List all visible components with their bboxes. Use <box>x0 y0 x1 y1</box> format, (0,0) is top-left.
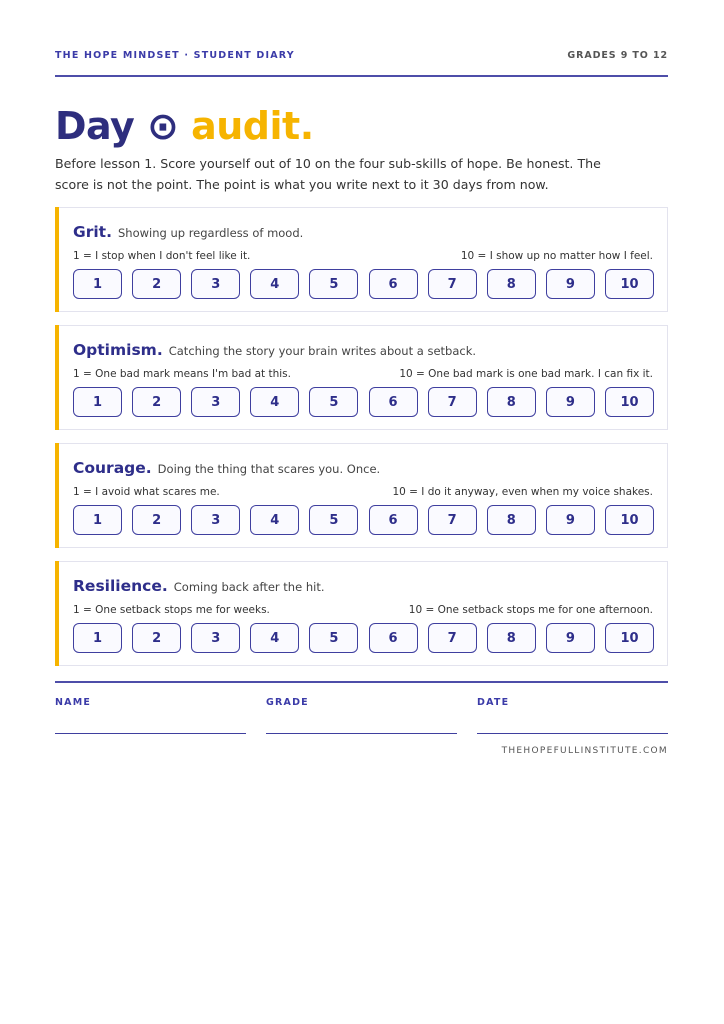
score-box-7[interactable]: 7 <box>428 387 477 417</box>
date-label: DATE <box>477 697 510 708</box>
score-box-2[interactable]: 2 <box>132 505 181 535</box>
score-box-4[interactable]: 4 <box>250 387 299 417</box>
score-box-8[interactable]: 8 <box>487 623 536 653</box>
score-box-3[interactable]: 3 <box>191 269 240 299</box>
score-scale <box>73 623 654 655</box>
title-audit: audit. <box>191 104 314 148</box>
scale-low-label: 1 = One bad mark means I'm bad at this. <box>73 368 291 380</box>
score-box-6[interactable]: 6 <box>369 623 418 653</box>
score-box-3[interactable]: 3 <box>191 387 240 417</box>
accent-bar <box>55 443 59 548</box>
skill-description: Doing the thing that scares you. Once. <box>157 462 381 476</box>
scale-high-label: 10 = I show up no matter how I feel. <box>460 250 653 262</box>
intro-text: Before lesson 1. Score yourself out of 10 on the four sub-skills of hope. Be honest. The score is not the point. The point is what you write next to it 30 days from now. <box>55 156 601 192</box>
skill-section-optimism <box>55 325 668 430</box>
scale-high-label: 10 = One setback stops me for one afternoon. <box>408 604 653 616</box>
date-line[interactable] <box>477 733 668 734</box>
score-box-6[interactable]: 6 <box>369 387 418 417</box>
score-box-10[interactable]: 10 <box>605 269 654 299</box>
scale-high-label: 10 = One bad mark is one bad mark. I can fix it. <box>399 368 653 380</box>
score-box-4[interactable]: 4 <box>250 623 299 653</box>
score-box-9[interactable]: 9 <box>546 623 595 653</box>
score-box-1[interactable]: 1 <box>73 623 122 653</box>
skill-section-grit <box>55 207 668 312</box>
score-box-7[interactable]: 7 <box>428 623 477 653</box>
section-heading <box>73 458 380 477</box>
score-box-5[interactable]: 5 <box>309 623 358 653</box>
skill-description: Showing up regardless of mood. <box>117 226 304 240</box>
accent-bar <box>55 207 59 312</box>
name-line[interactable] <box>55 733 246 734</box>
skill-description: Coming back after the hit. <box>173 580 325 594</box>
score-box-8[interactable]: 8 <box>487 387 536 417</box>
skill-name: Courage. <box>73 459 152 477</box>
score-box-5[interactable]: 5 <box>309 505 358 535</box>
grade-field[interactable] <box>266 697 457 708</box>
score-box-9[interactable]: 9 <box>546 387 595 417</box>
score-box-5[interactable]: 5 <box>309 387 358 417</box>
title-day: Day <box>55 104 135 148</box>
page-title <box>55 103 314 149</box>
score-box-3[interactable]: 3 <box>191 623 240 653</box>
grade-label: GRADE <box>266 697 309 708</box>
score-box-8[interactable]: 8 <box>487 269 536 299</box>
score-box-1[interactable]: 1 <box>73 269 122 299</box>
score-box-4[interactable]: 4 <box>250 505 299 535</box>
score-box-9[interactable]: 9 <box>546 269 595 299</box>
score-box-4[interactable]: 4 <box>250 269 299 299</box>
skill-name: Optimism. <box>73 341 163 359</box>
score-box-10[interactable]: 10 <box>605 505 654 535</box>
score-box-3[interactable]: 3 <box>191 505 240 535</box>
skill-description: Catching the story your brain writes about a setback. <box>168 344 477 358</box>
scale-high-label: 10 = I do it anyway, even when my voice shakes. <box>392 486 653 498</box>
score-box-7[interactable]: 7 <box>428 269 477 299</box>
skill-name: Grit. <box>73 223 112 241</box>
score-box-5[interactable]: 5 <box>309 269 358 299</box>
score-box-1[interactable]: 1 <box>73 505 122 535</box>
section-heading <box>73 222 303 241</box>
header-title: THE HOPE MINDSET · STUDENT DIARY <box>55 50 295 61</box>
score-scale <box>73 387 654 419</box>
score-box-7[interactable]: 7 <box>428 505 477 535</box>
name-label: NAME <box>55 697 92 708</box>
score-scale <box>73 269 654 301</box>
header <box>55 50 668 61</box>
title-zero: ⊙ <box>147 104 179 148</box>
score-box-2[interactable]: 2 <box>132 269 181 299</box>
name-field[interactable] <box>55 697 246 708</box>
skill-name: Resilience. <box>73 577 168 595</box>
score-box-8[interactable]: 8 <box>487 505 536 535</box>
scale-low-label: 1 = One setback stops me for weeks. <box>73 604 270 616</box>
score-box-2[interactable]: 2 <box>132 387 181 417</box>
score-box-1[interactable]: 1 <box>73 387 122 417</box>
section-heading <box>73 576 324 595</box>
score-box-10[interactable]: 10 <box>605 623 654 653</box>
skill-section-resilience <box>55 561 668 666</box>
accent-bar <box>55 561 59 666</box>
score-box-2[interactable]: 2 <box>132 623 181 653</box>
scale-low-label: 1 = I stop when I don't feel like it. <box>73 250 251 262</box>
score-box-6[interactable]: 6 <box>369 505 418 535</box>
score-scale <box>73 505 654 537</box>
score-box-6[interactable]: 6 <box>369 269 418 299</box>
grade-range: GRADES 9 TO 12 <box>567 50 668 61</box>
section-heading <box>73 340 476 359</box>
grade-line[interactable] <box>266 733 457 734</box>
score-box-10[interactable]: 10 <box>605 387 654 417</box>
accent-bar <box>55 325 59 430</box>
date-field[interactable] <box>477 697 668 708</box>
header-divider <box>55 75 668 77</box>
footer-website: THEHOPEFULLINSTITUTE.COM <box>501 746 668 756</box>
footer-divider <box>55 681 668 683</box>
score-box-9[interactable]: 9 <box>546 505 595 535</box>
scale-low-label: 1 = I avoid what scares me. <box>73 486 220 498</box>
skill-section-courage <box>55 443 668 548</box>
